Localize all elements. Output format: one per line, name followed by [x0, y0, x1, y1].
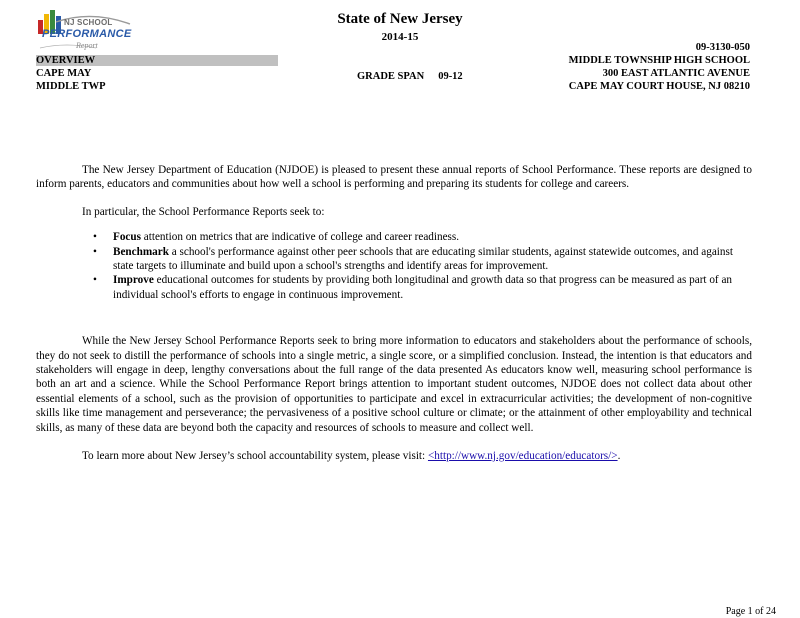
- section-label: OVERVIEW: [36, 55, 96, 66]
- goal-text: educational outcomes for students by providing both longitudinal and growth data so that progress can be measured as part of an individual school's efforts to engage in continuous improvement.: [113, 274, 733, 301]
- school-name: MIDDLE TOWNSHIP HIGH SCHOOL: [568, 55, 750, 66]
- learn-more-paragraph: [36, 449, 752, 463]
- school-street-address: 300 EAST ATLANTIC AVENUE: [602, 68, 750, 79]
- logo-text-performance: PERFORMANCE: [42, 28, 132, 40]
- page-number: Page 1 of 24: [725, 606, 776, 617]
- learn-more-suffix: .: [617, 450, 621, 463]
- school-code: 09-3130-050: [695, 42, 750, 53]
- goal-keyword: Improve: [113, 274, 154, 287]
- bullet-icon: •: [93, 231, 97, 244]
- intro-paragraph: The New Jersey Department of Education (NJDOE) is pleased to present these annual reports of School Performance. These reports are designed to inform parents, educators and communities about how well a school is performing and preparing its students for college and careers.: [36, 164, 752, 191]
- report-year: 2014-15: [381, 31, 419, 43]
- grade-span-label: GRADE SPAN: [357, 71, 425, 82]
- page-title: State of New Jersey: [337, 11, 463, 27]
- limitations-paragraph: While the New Jersey School Performance Reports seek to bring more information to educators and stakeholders about the performance of schools, they do not seek to distill the performance of schools into a single metric, a single score, or a simplified conclusion. Instead, the intention is that educators and stakeholders will engage in deep, lengthy conversations about the full range of the data presented As educators know well, measuring school performance is both an art and a science. While the School Performance Report brings attention to important student outcomes, NJDOE does not collect data about other essential elements of a school, such as the provision of opportunities to participate and excel in extracurricular activities; the development of non-cognitive skills like time management and perseverance; the pervasiveness of a positive school culture or climate; or the attainment of other employability and technical skills, as many of these data are beyond both the capacity and resources of schools to measure and collect well.: [36, 335, 752, 434]
- bullet-icon: •: [93, 274, 97, 287]
- report-introduction: [36, 163, 752, 464]
- grade-span-value: 09-12: [438, 71, 463, 82]
- grade-span: [357, 71, 463, 82]
- goals-list: [36, 230, 752, 302]
- list-item: [93, 273, 752, 302]
- list-item: [93, 230, 752, 244]
- goal-text: attention on metrics that are indicative of college and career readiness.: [140, 231, 460, 244]
- school-city-address: CAPE MAY COURT HOUSE, NJ 08210: [568, 81, 750, 92]
- goal-text: a school's performance against other peer schools that are educating similar students, against statewide outcomes, and against state targets to illuminate and build upon a school's strengths and identify areas for improvement.: [113, 245, 733, 273]
- district-name: MIDDLE TWP: [36, 81, 106, 92]
- list-item: [93, 245, 752, 274]
- bullet-icon: •: [93, 245, 97, 258]
- logo-text-nj-school: NJ SCHOOL: [64, 18, 113, 27]
- intro-lead-in: In particular, the School Performance Reports seek to:: [82, 205, 325, 218]
- county-name: CAPE MAY: [36, 68, 92, 79]
- logo-text-report: Report: [76, 41, 98, 50]
- goal-keyword: Focus: [113, 231, 141, 244]
- goal-keyword: Benchmark: [113, 245, 169, 258]
- nj-education-link[interactable]: <http://www.nj.gov/education/educators/>: [427, 450, 618, 463]
- learn-more-text: To learn more about New Jersey’s school accountability system, please visit:: [82, 450, 428, 463]
